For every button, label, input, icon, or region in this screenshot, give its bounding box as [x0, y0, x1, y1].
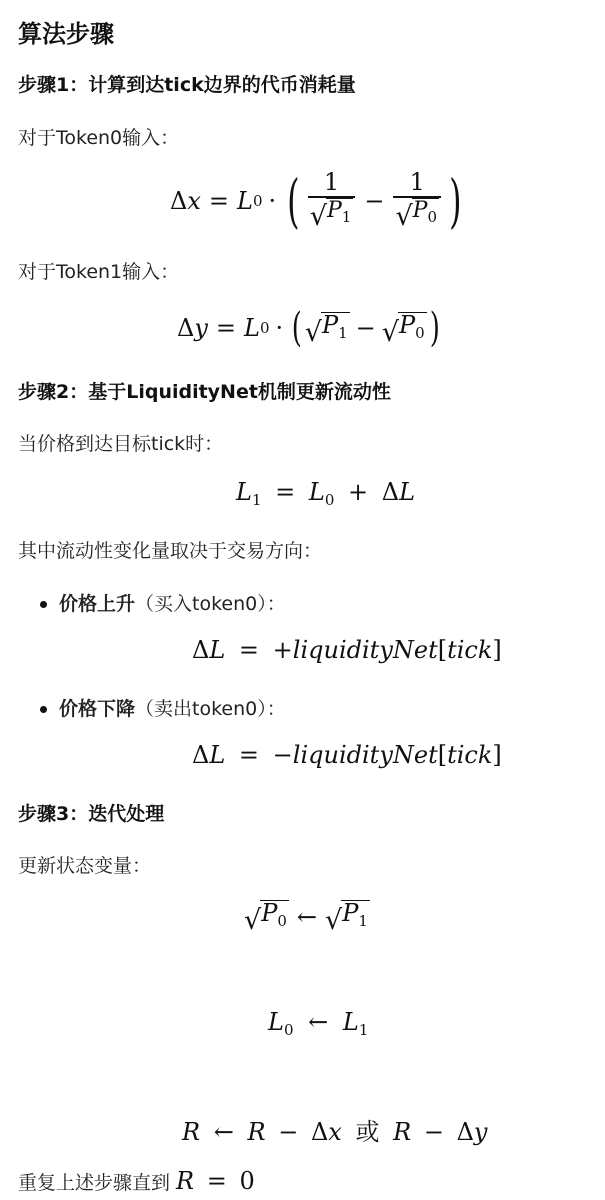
page-title: 算法步骤: [18, 20, 114, 48]
formula-delta-y: Δ y = L 0 · ( √ $P_1$ − √ $P_0$ ): [177, 305, 440, 351]
formula-delta-l-plus: ΔL = +liquidityNet[tick]: [192, 636, 502, 664]
fraction-1: 1 √ $P_1$: [308, 168, 356, 233]
fraction-2: 1 √ $P_0$: [393, 168, 441, 233]
step2-title: 步骤2：基于LiquidityNet机制更新流动性: [18, 381, 391, 403]
bullet-dot: [40, 706, 47, 713]
right-paren: ): [449, 167, 462, 235]
step2-intro: 当价格到达目标tick时：: [18, 433, 224, 455]
formula-r-zero: R = 0: [176, 1167, 255, 1195]
step3-title: 步骤3：迭代处理: [18, 803, 165, 825]
token1-intro: 对于Token1输入：: [18, 261, 180, 283]
formula-update-remaining: R ← R − Δx 或 R − Δy: [182, 1118, 488, 1146]
bullet-dot: [40, 601, 47, 608]
bullet-price-down: 价格下降（卖出token0）：: [59, 698, 286, 720]
formula-l1: $L_1 = L_0 + \Delta L$: [236, 478, 416, 509]
left-paren: (: [287, 167, 300, 235]
token0-intro: 对于Token0输入：: [18, 127, 180, 149]
repeat-line: 重复上述步骤直到 R = 0: [18, 1167, 255, 1195]
step3-intro: 更新状态变量：: [18, 855, 152, 877]
formula-delta-x: Δ x = L 0 · ( 1 √ $P_1$ − 1 √ $P_0$ ): [170, 167, 462, 235]
step1-title: 步骤1：计算到达tick边界的代币消耗量: [18, 74, 356, 96]
formula-update-price: √ $P_0$ ← √ $P_1$: [244, 899, 368, 936]
formula-delta-l-minus: ΔL = −liquidityNet[tick]: [192, 741, 502, 769]
formula-update-liquidity: $L_0$ ← $L_1$: [268, 1008, 369, 1039]
bullet-price-up: 价格上升（买入token0）：: [59, 593, 286, 615]
direction-intro: 其中流动性变化量取决于交易方向：: [18, 540, 323, 562]
